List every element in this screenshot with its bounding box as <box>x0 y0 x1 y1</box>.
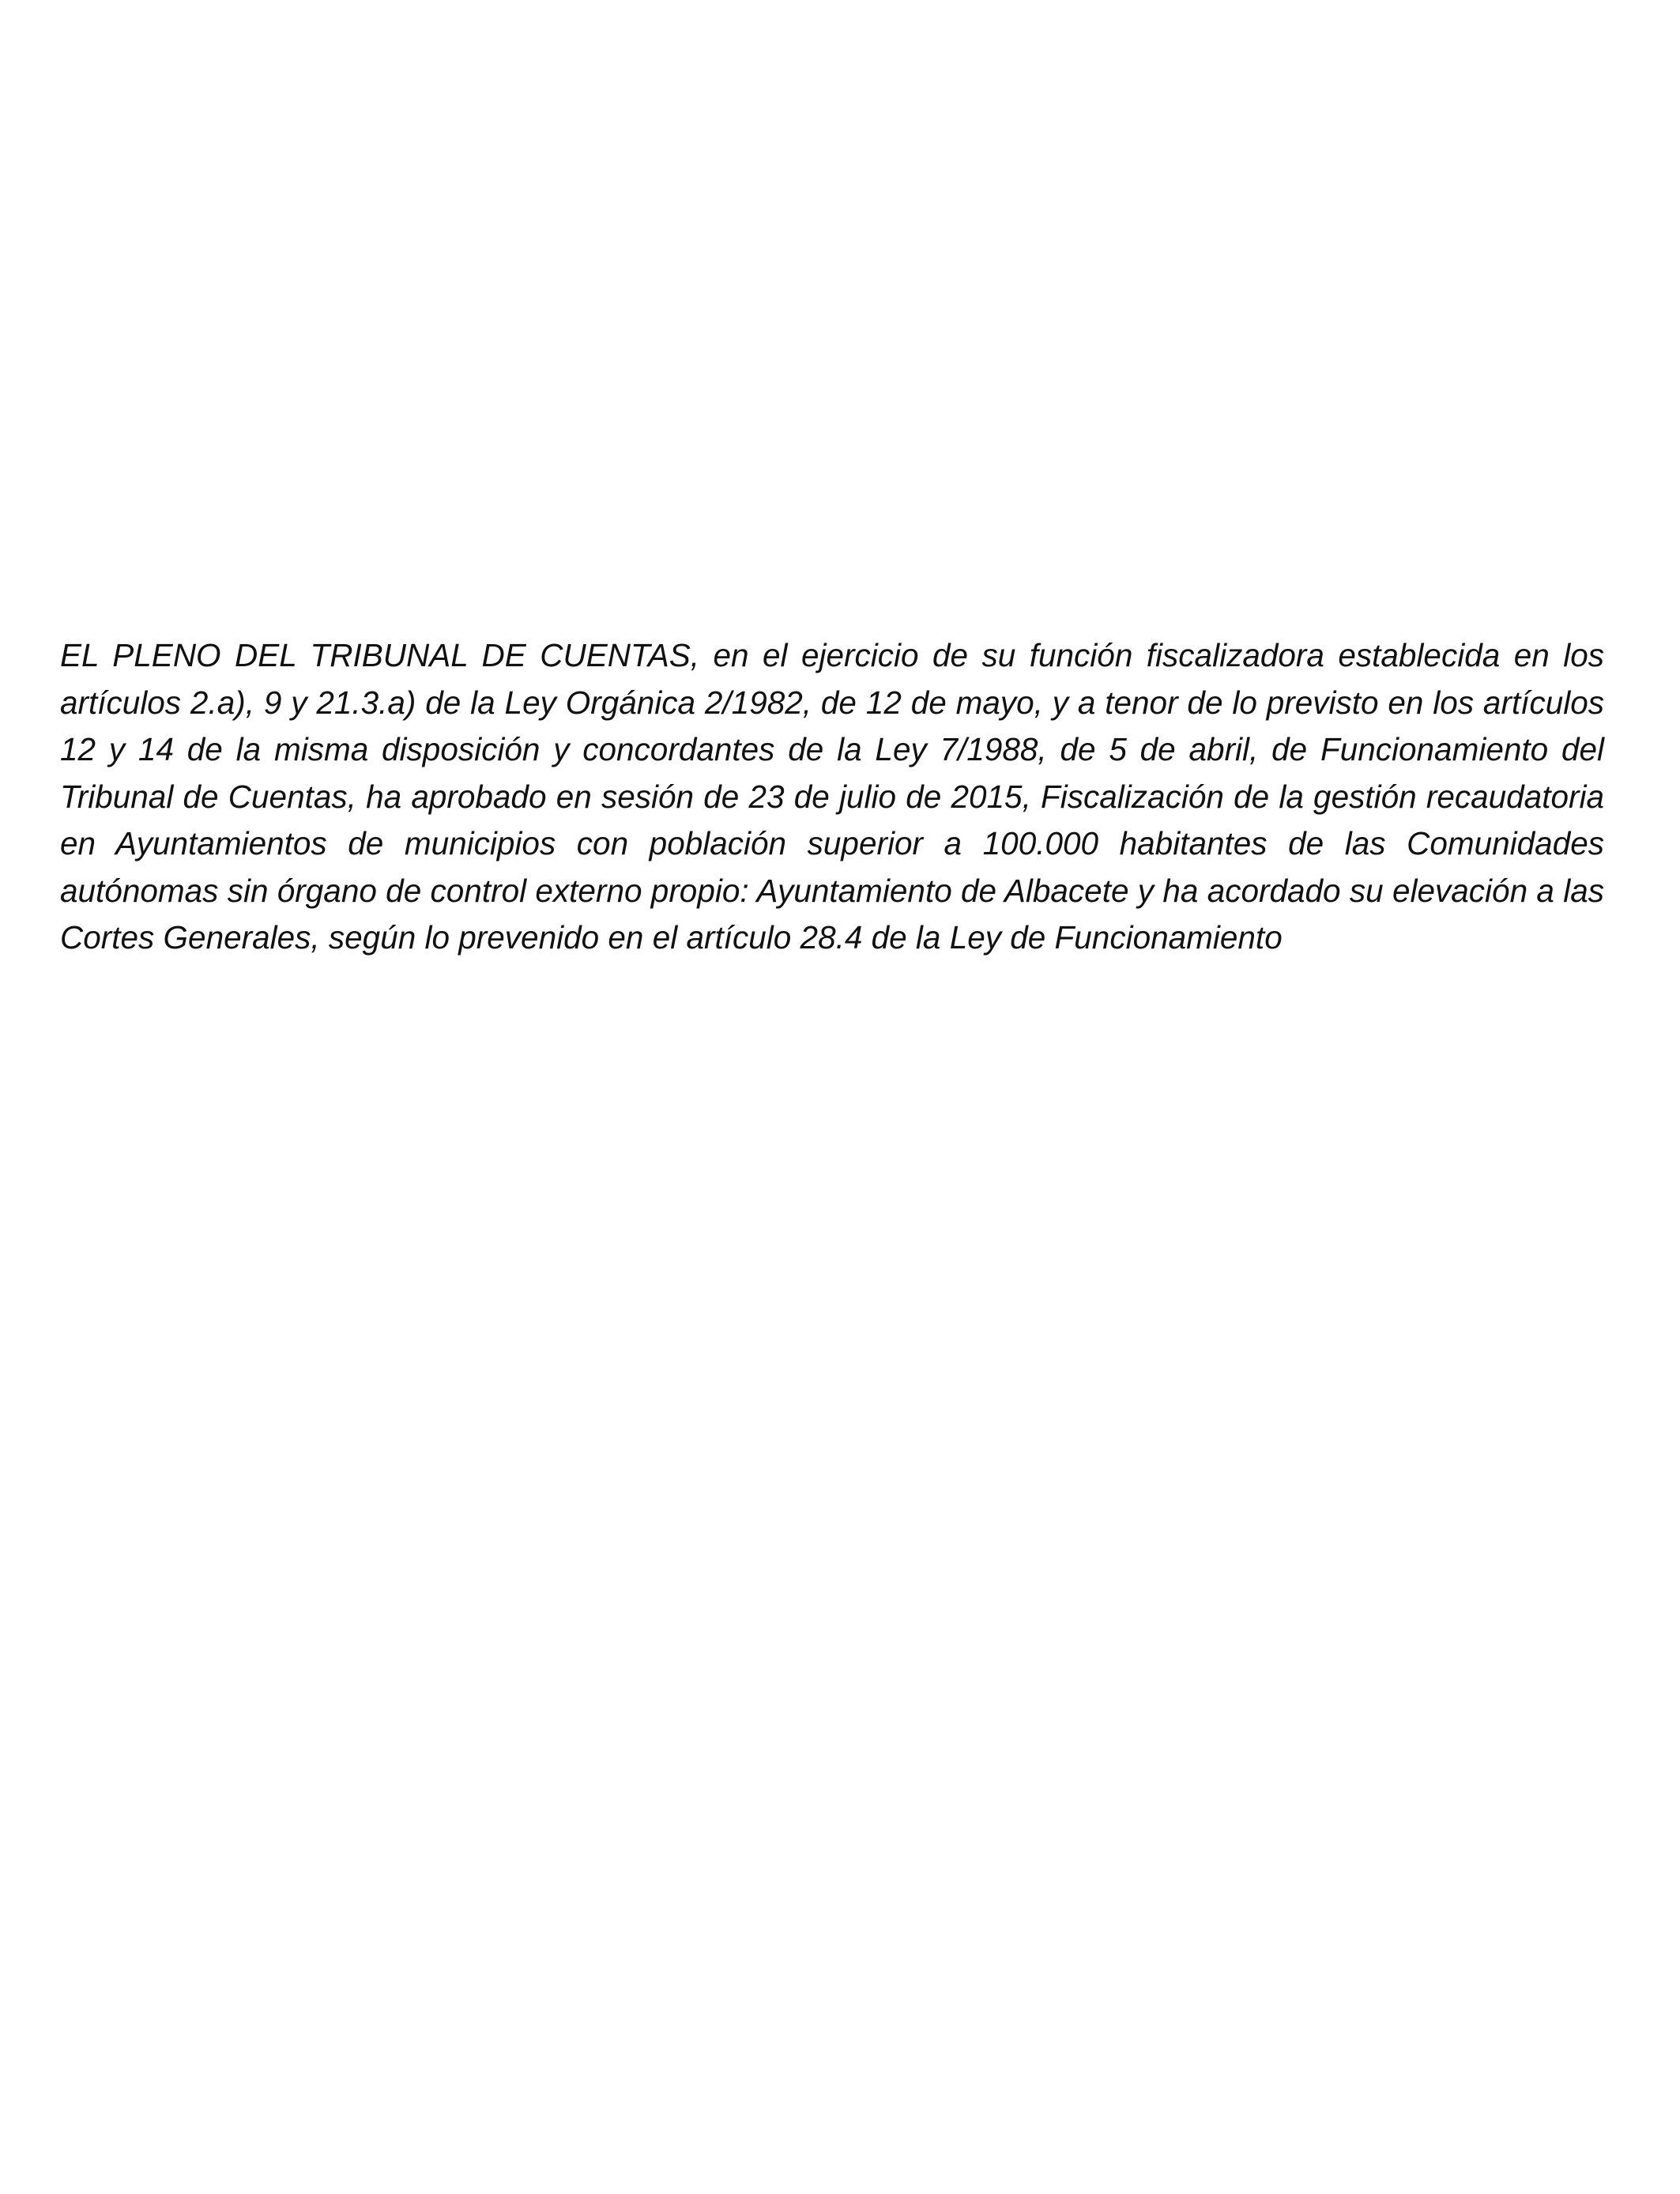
resolution-body: , en el ejercicio de su función fiscalizadora establecida en los artículos 2.a), 9 y 21.3.a) de la Ley Orgánica 2/1982, de 12 de mayo, y a tenor de lo previsto en los artículos 12 y 14 de la misma disposición y concordantes de la Ley 7/1988, de 5 de abril, de Funcionamiento del Tribunal de Cuentas, ha aprobado en sesión de 23 de julio de 2015, Fiscalización de la gestión recaudatoria en Ayuntamientos de municipios con población superior a 100.000 habitantes de las Comunidades autónomas sin órgano de control externo propio: Ayuntamiento de Albacete y ha acordado su elevación a las Cortes Generales, según lo prevenido en el artículo 28.4 de la Ley de Funcionamiento <box>60 637 1604 956</box>
resolution-lead: EL PLENO DEL TRIBUNAL DE CUENTAS <box>60 637 691 673</box>
resolution-paragraph <box>60 632 1604 962</box>
